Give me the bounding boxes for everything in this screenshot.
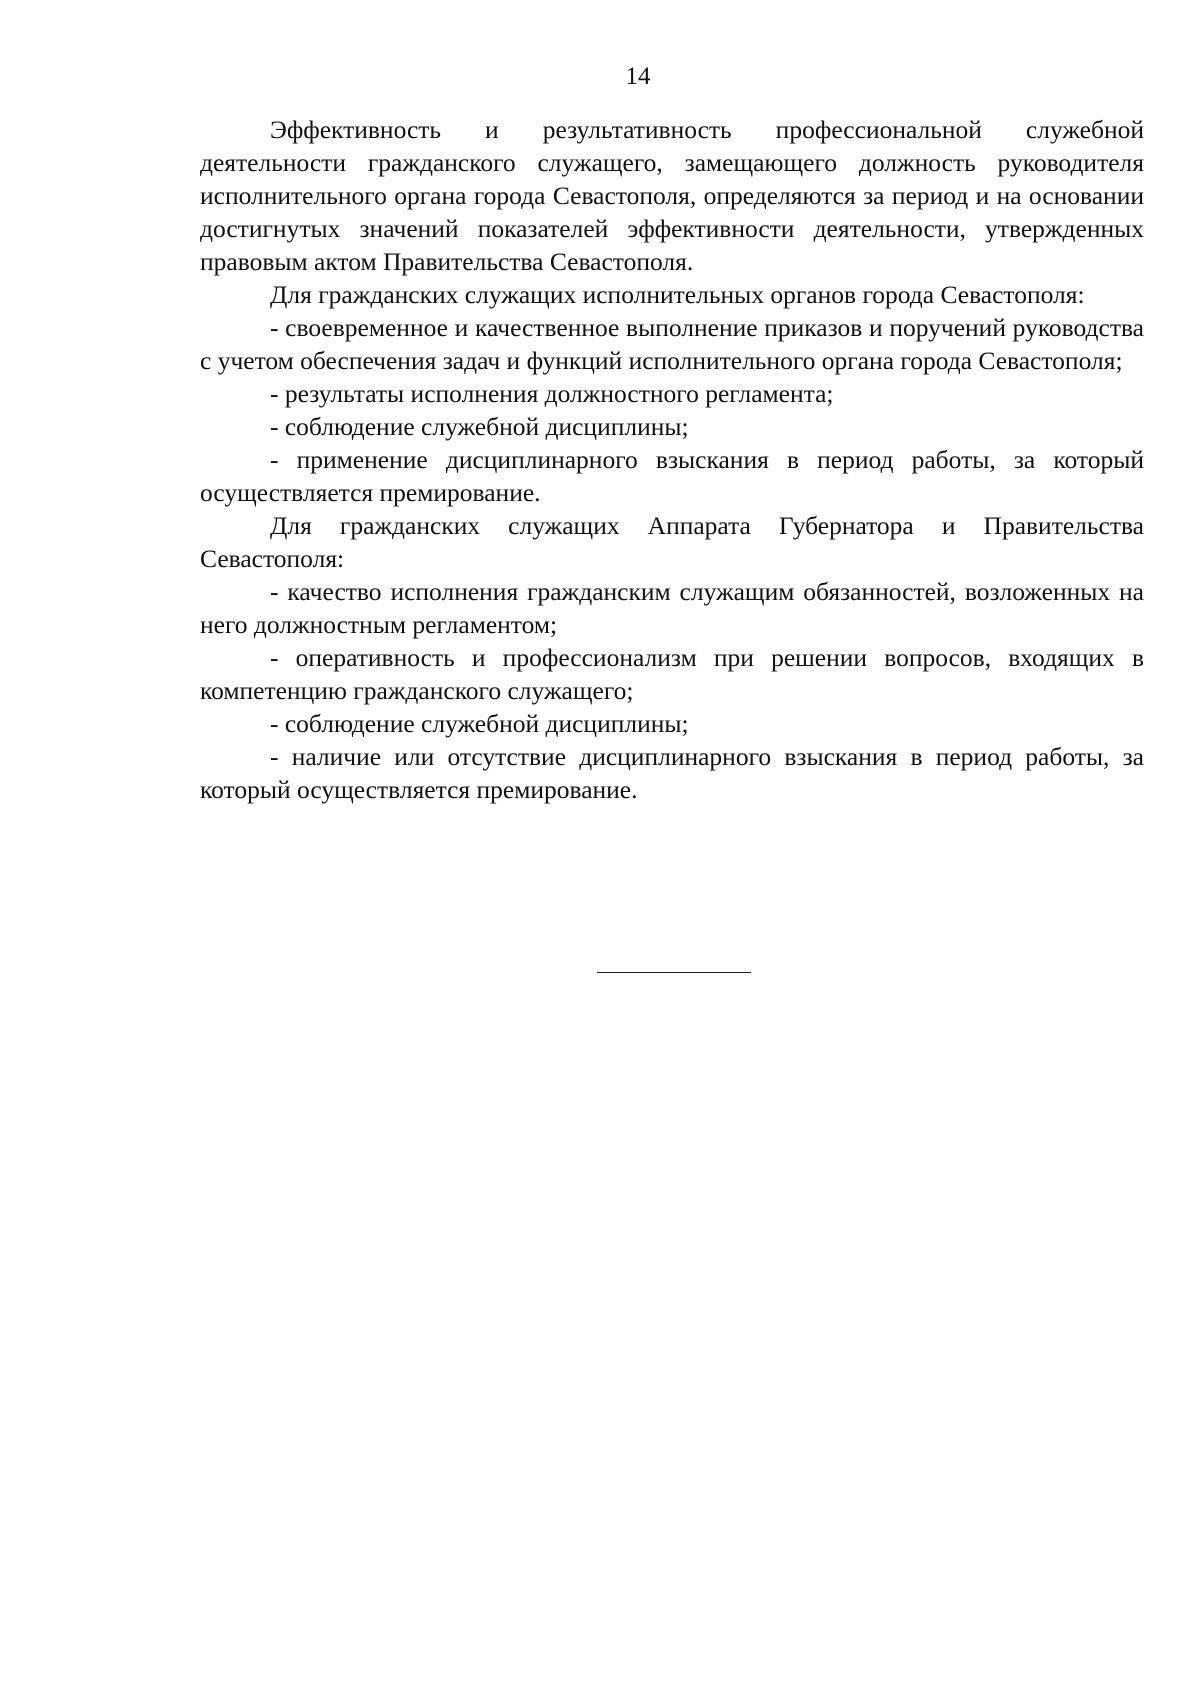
list-item-efficiency-professionalism: - оперативность и профессионализм при решении вопросов, входящих в компетенцию гражданского служащего; [200,643,1144,705]
page-number: 14 [625,63,651,90]
end-of-text-rule [597,972,751,973]
list-item-discipline: - соблюдение служебной дисциплины; [270,412,689,441]
list-item-disciplinary-penalty: - применение дисциплинарного взыскания в период работы, за который осуществляется премирование. [200,445,1144,507]
paragraph-executive-bodies-heading: Для гражданских служащих исполнительных органов города Севастополя: [270,280,1085,309]
document-body [200,113,1144,806]
list-item-orders-execution: - своевременное и качественное выполнение приказов и поручений руководства с учетом обеспечения задач и функций исполнительного органа города Севастополя; [200,313,1144,375]
paragraph-apparatus-heading: Для гражданских служащих Аппарата Губернатора и Правительства Севастополя: [200,511,1144,573]
list-item-discipline-apparatus: - соблюдение служебной дисциплины; [270,709,689,738]
list-item-duties-quality: - качество исполнения гражданским служащим обязанностей, возложенных на него должностным регламентом; [200,577,1144,639]
list-item-penalty-presence: - наличие или отсутствие дисциплинарного взыскания в период работы, за который осуществляется премирование. [200,742,1144,804]
paragraph-effectiveness: Эффективность и результативность профессиональной служебной деятельности гражданского служащего, замещающего должность руководителя исполнительного органа города Севастополя, определяются за период и на основании достигнутых значений показателей эффективности деятельности, утвержденных правовым актом Правительства Севастополя. [200,115,1144,276]
list-item-regulation-results: - результаты исполнения должностного регламента; [270,379,834,408]
